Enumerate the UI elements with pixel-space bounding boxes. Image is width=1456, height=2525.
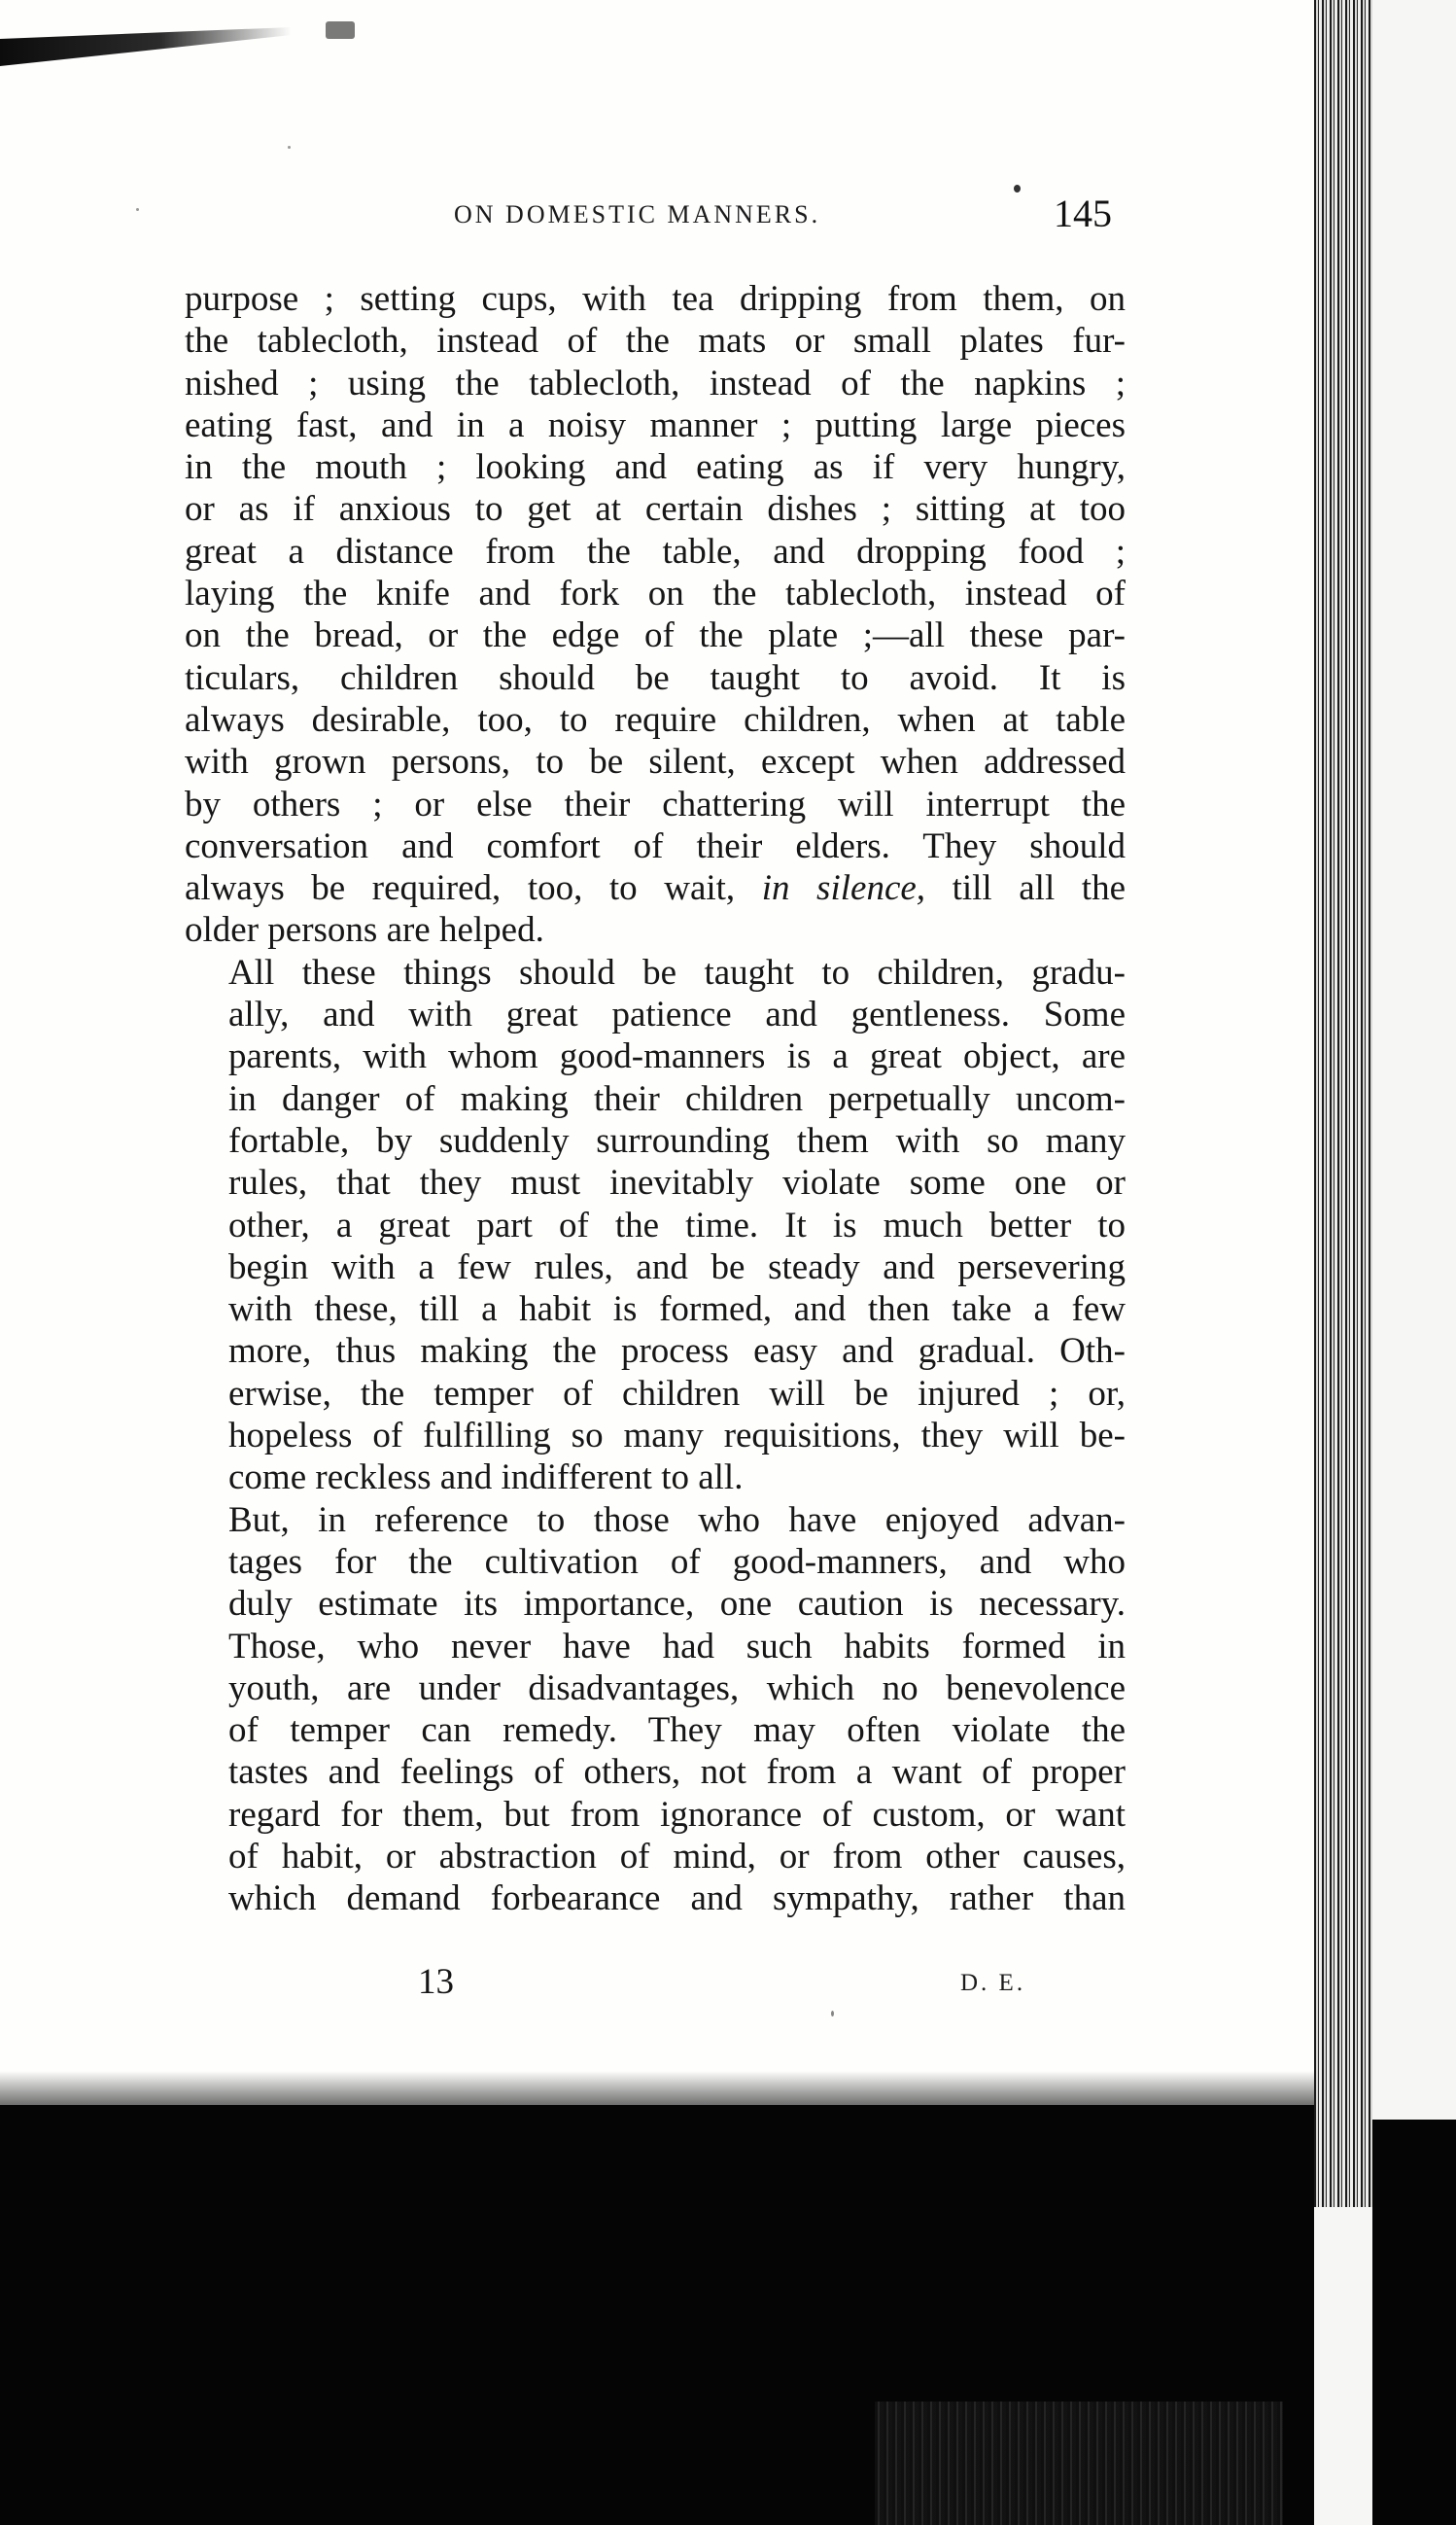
scan-bottom-strip: [875, 2402, 1283, 2525]
signature-mark: 13: [418, 1962, 454, 2002]
text-line: in the mouth ; looking and eating as if very hungry,: [185, 447, 1126, 488]
text-line: But, in reference to those who have enjoyed advan-: [228, 1499, 1126, 1540]
text-line: by others ; or else their chattering will interrupt the: [185, 784, 1126, 824]
running-head: ON DOMESTIC MANNERS.: [454, 200, 821, 228]
text-line: other, a great part of the time. It is much better to: [228, 1205, 1126, 1245]
text-line: rules, that they must inevitably violate some one or: [228, 1163, 1126, 1204]
text-line: laying the knife and fork on the tablecloth, instead of: [185, 574, 1126, 614]
text-line: begin with a few rules, and be steady and persevering: [228, 1246, 1126, 1287]
text-line: ally, and with great patience and gentleness. Some: [228, 995, 1126, 1035]
text-line: tages for the cultivation of good-manners, and who: [228, 1541, 1126, 1582]
text-line: which demand forbearance and sympathy, rather than: [228, 1878, 1126, 1919]
text-line: Those, who never have had such habits formed in: [228, 1626, 1126, 1666]
page-edge-shadow: [1372, 2120, 1456, 2525]
text-line: nished ; using the tablecloth, instead of the napkins ;: [185, 363, 1126, 403]
text-line: hopeless of fulfilling so many requisitions, they will be-: [228, 1416, 1126, 1456]
book-page-edges: [1314, 0, 1456, 2525]
text-line: great a distance from the table, and dropping food ;: [185, 531, 1126, 572]
text-line: with grown persons, to be silent, except when addressed: [185, 742, 1126, 783]
paragraph-3: [185, 1499, 1126, 1920]
text-line: or as if anxious to get at certain dishes ; sitting at too: [185, 489, 1126, 530]
text-line: ticulars, children should be taught to avoid. It is: [185, 657, 1126, 698]
text-line: purpose ; setting cups, with tea dripping from them, on: [185, 279, 1126, 319]
text-line: duly estimate its importance, one caution is necessary.: [228, 1584, 1126, 1625]
text-line: eating fast, and in a noisy manner ; putting large pieces: [185, 404, 1126, 445]
page-number: 145: [1054, 192, 1112, 235]
text-line: parents, with whom good-manners is a great object, are: [228, 1036, 1126, 1077]
text-line: tastes and feelings of others, not from a want of proper: [228, 1752, 1126, 1793]
text-segment: till all the: [952, 868, 1126, 909]
ink-speck: [136, 208, 139, 211]
paragraph-1: [185, 278, 1126, 952]
body-text: [185, 278, 1126, 1920]
text-line: fortable, by suddenly surrounding them with so many: [228, 1120, 1126, 1161]
text-line: on the bread, or the edge of the plate ;—all these par-: [185, 615, 1126, 656]
scan-top-blot: [326, 21, 355, 39]
text-line: of habit, or abstraction of mind, or from other causes,: [228, 1836, 1126, 1876]
text-line: in danger of making their children perpetually uncom-: [228, 1078, 1126, 1119]
text-line: more, thus making the process easy and gradual. Oth-: [228, 1331, 1126, 1372]
text-line: come reckless and indifferent to all.: [228, 1457, 744, 1498]
page-edge-lines: [1314, 0, 1372, 2207]
text-segment: always be required, too, to wait,: [185, 868, 736, 909]
text-line: All these things should be taught to children, gradu-: [228, 952, 1126, 993]
text-line: of temper can remedy. They may often violate the: [228, 1710, 1126, 1751]
text-line: regard for them, but from ignorance of custom, or want: [228, 1794, 1126, 1835]
imprint-mark: D. E.: [960, 1970, 1026, 1996]
italic-phrase: in silence,: [761, 868, 926, 909]
text-line: youth, are under disadvantages, which no benevolence: [228, 1667, 1126, 1708]
text-line: conversation and comfort of their elders. They should: [185, 825, 1126, 866]
ink-speck: [831, 2011, 834, 2016]
paragraph-2: [185, 952, 1126, 1499]
text-line: with these, till a habit is formed, and then take a few: [228, 1289, 1126, 1330]
ink-speck: [1014, 185, 1021, 193]
text-line: erwise, the temper of children will be injured ; or,: [228, 1373, 1126, 1414]
text-line: always desirable, too, to require children, when at table: [185, 699, 1126, 740]
text-line-with-italic: [185, 867, 1126, 909]
text-line: older persons are helped.: [185, 910, 544, 951]
text-line: the tablecloth, instead of the mats or small plates fur-: [185, 321, 1126, 362]
ink-speck: [288, 146, 291, 149]
